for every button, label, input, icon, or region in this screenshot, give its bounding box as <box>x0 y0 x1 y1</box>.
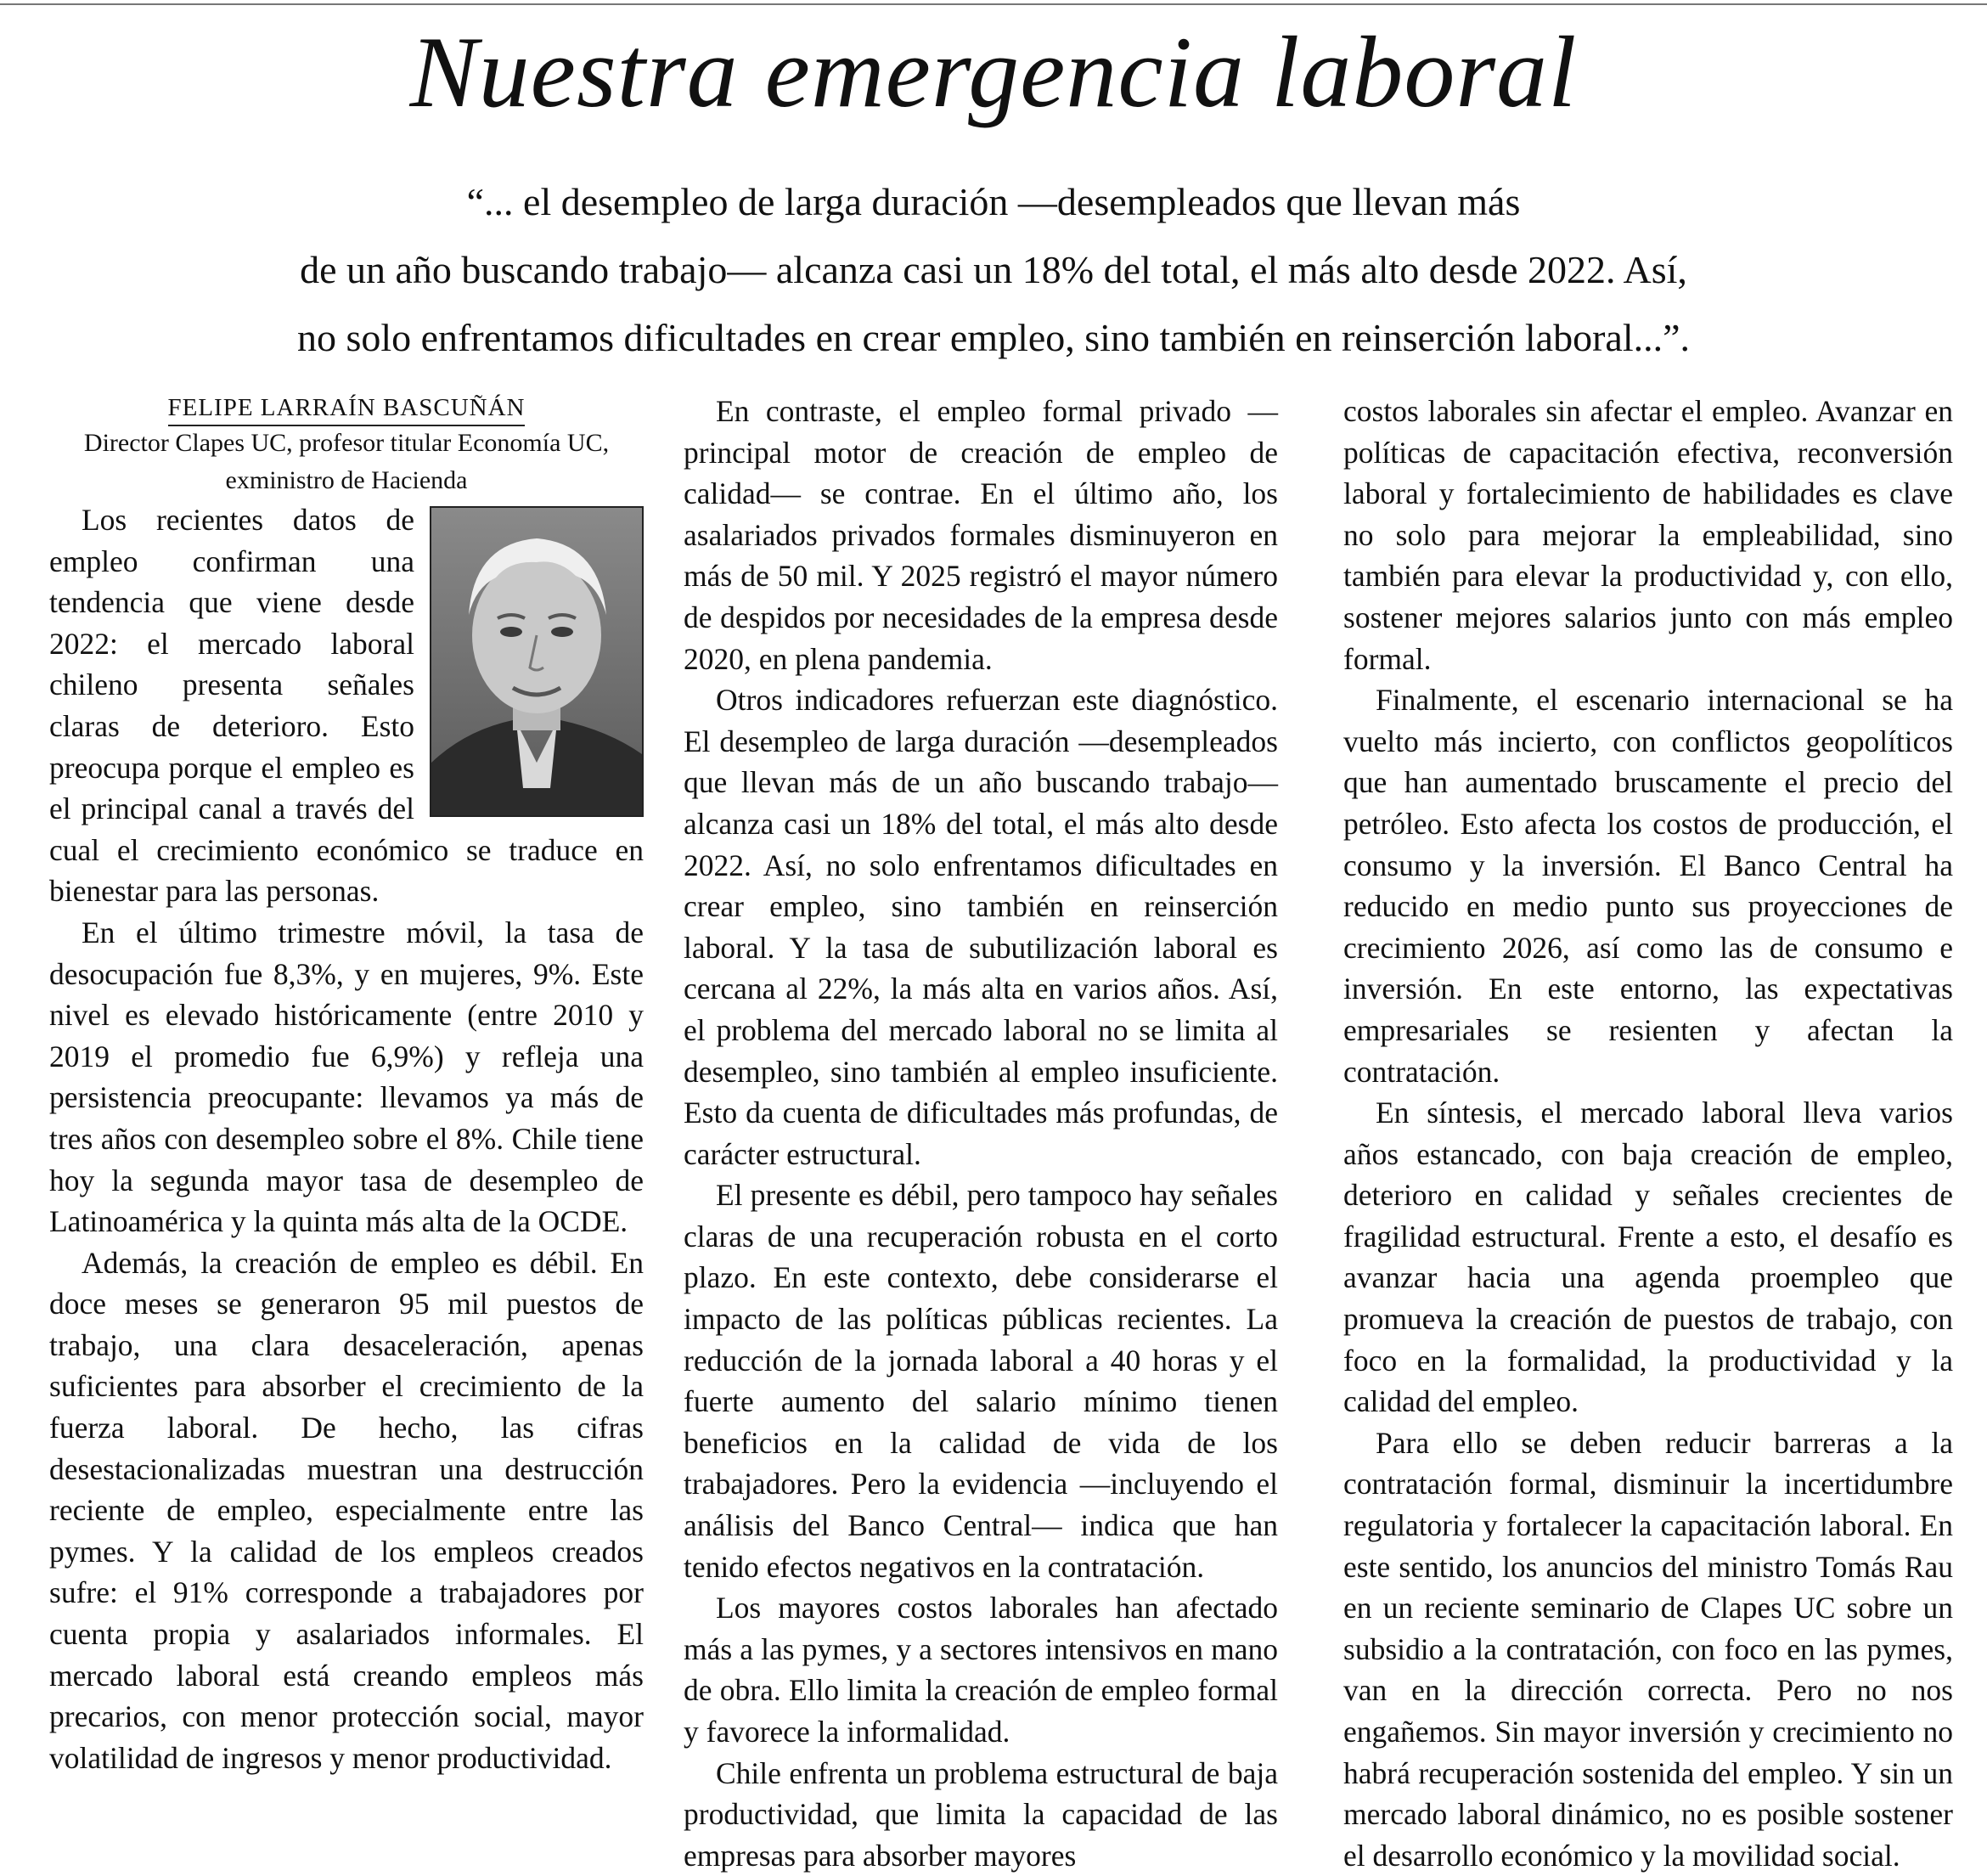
pull-quote <box>102 168 1885 372</box>
author-byline <box>49 391 644 425</box>
author-role: Director Clapes UC, profesor titular Economía UC, exministro de Hacienda <box>83 429 610 494</box>
top-rule <box>0 3 1987 5</box>
article-paragraph: costos laborales sin afectar el empleo. Avanzar en políticas de capacitación efectiva, reconversión laboral y fortalecimiento de habilidades es clave no solo para mejorar la empleabilidad, sino también para elevar la productividad y, con ello, sostener mejores salarios junto con más empleo formal. <box>1343 394 1953 676</box>
headline: Nuestra emergencia laboral <box>409 15 1578 128</box>
article-paragraph: En síntesis, el mercado laboral lleva varios años estancado, con baja creación de empleo, deterioro en calidad y señales crecientes de fragilidad estructural. Frente a esto, el desafío es avanzar hacia una agenda proempleo que promueva la creación de puestos de trabajo, con foco en la formalidad, la productividad y la calidad del empleo. <box>1343 1096 1953 1419</box>
article-paragraph: Otros indicadores refuerzan este diagnóstico. El desempleo de larga duración —desempleados que llevan más de un año buscando trabajo— alcanza casi un 18% del total, el más alto desde 2022. Así, no solo enfrentamos dificultades en crear empleo, sino también en reinserción laboral. Y la tasa de subutilización laboral es cercana al 22%, la más alta en varios años. Así, el problema del mercado laboral no se limita al desempleo, sino también al empleo insuficiente. Esto da cuenta de dificultades más profundas, de carácter estructural. <box>684 683 1278 1171</box>
article-column-1 <box>49 391 644 1778</box>
article-paragraph: El presente es débil, pero tampoco hay señales claras de una recuperación robusta en el corto plazo. En este contexto, debe considerarse el impacto de las políticas públicas recientes. La reducción de la jornada laboral a 40 horas y el fuerte aumento del salario mínimo tienen beneficios en la calidad de vida de los trabajadores. Pero la evidencia —incluyendo el análisis del Banco Central— indica que han tenido efectos negativos en la contratación. <box>684 1178 1278 1584</box>
article-paragraph <box>49 499 644 912</box>
article-paragraph: En el último trimestre móvil, la tasa de desocupación fue 8,3%, y en mujeres, 9%. Este nivel es elevado históricamente (entre 2010 y 2019 el promedio fue 6,9%) y refleja una persistencia preocupante: llevamos ya más de tres años con desempleo sobre el 8%. Chile tiene hoy la segunda mayor tasa de desempleo de Latinoamérica y la quinta más alta de la OCDE. <box>49 915 644 1239</box>
article-paragraph: Finalmente, el escenario internacional se ha vuelto más incierto, con conflictos geopolíticos que han aumentado bruscamente el precio del petróleo. Esto afecta los costos de producción, el consumo y la inversión. El Banco Central ha reducido en medio punto sus proyecciones de crecimiento 2026, así como las de consumo e inversión. En este entorno, las expectativas empresariales se resienten y afectan la contratación. <box>1343 683 1953 1089</box>
article-paragraph-text: Los recientes datos de empleo confirman una tendencia que viene desde 2022: el mercado laboral chileno presenta señales claras de deterioro. Esto preocupa porque el empleo es el principal canal a través del cual el crecimiento económico se traduce en bienestar para las personas. <box>49 503 644 909</box>
pull-quote-line: “... el desempleo de larga duración —desempleados que llevan más <box>466 180 1521 223</box>
article-column-2 <box>684 391 1278 1876</box>
article-column-3 <box>1343 391 1953 1876</box>
article-paragraph: En contraste, el empleo formal privado —principal motor de creación de empleo de calidad— se contrae. En el último año, los asalariados privados formales disminuyeron en más de 50 mil. Y 2025 registró el mayor número de despidos por necesidades de la empresa desde 2020, en plena pandemia. <box>684 394 1278 676</box>
article-paragraph: Chile enfrenta un problema estructural de baja productividad, que limita la capacidad de las empresas para absorber mayores <box>684 1755 1278 1873</box>
author-name: FELIPE LARRAÍN BASCUÑÁN <box>168 394 526 426</box>
pull-quote-line: de un año buscando trabajo— alcanza casi un 18% del total, el más alto desde 2022. Así, <box>300 248 1687 291</box>
article-paragraph: Para ello se deben reducir barreras a la contratación formal, disminuir la incertidumbre regulatoria y fortalecer la capacitación laboral. En este sentido, los anuncios del ministro Tomás Rau en un reciente seminario de Clapes UC sobre un subsidio a la contratación, con foco en las pymes, van en la dirección correcta. Pero no nos engañemos. Sin mayor inversión y crecimiento no habrá recuperación sostenida del empleo. Y sin un mercado laboral dinámico, no es posible sostener el desarrollo económico y la movilidad social. <box>1343 1425 1953 1873</box>
author-photo <box>430 506 644 817</box>
article-paragraph: Los mayores costos laborales han afectado más a las pymes, y a sectores intensivos en mano de obra. Ello limita la creación de empleo formal y favorece la informalidad. <box>684 1591 1278 1749</box>
article-paragraph: Además, la creación de empleo es débil. En doce meses se generaron 95 mil puestos de trabajo, una clara desaceleración, apenas suficientes para absorber el crecimiento de la fuerza laboral. De hecho, las cifras desestacionalizadas muestran una destrucción reciente de empleo, especialmente entre las pymes. Y la calidad de los empleos creados sufre: el 91% corresponde a trabajadores por cuenta propia y asalariados informales. El mercado laboral está creando empleos más precarios, con menor protección social, mayor volatilidad de ingresos y menor productividad. <box>49 1245 644 1775</box>
pull-quote-line: no solo enfrentamos dificultades en crear empleo, sino también en reinserción laboral...”. <box>296 316 1691 359</box>
